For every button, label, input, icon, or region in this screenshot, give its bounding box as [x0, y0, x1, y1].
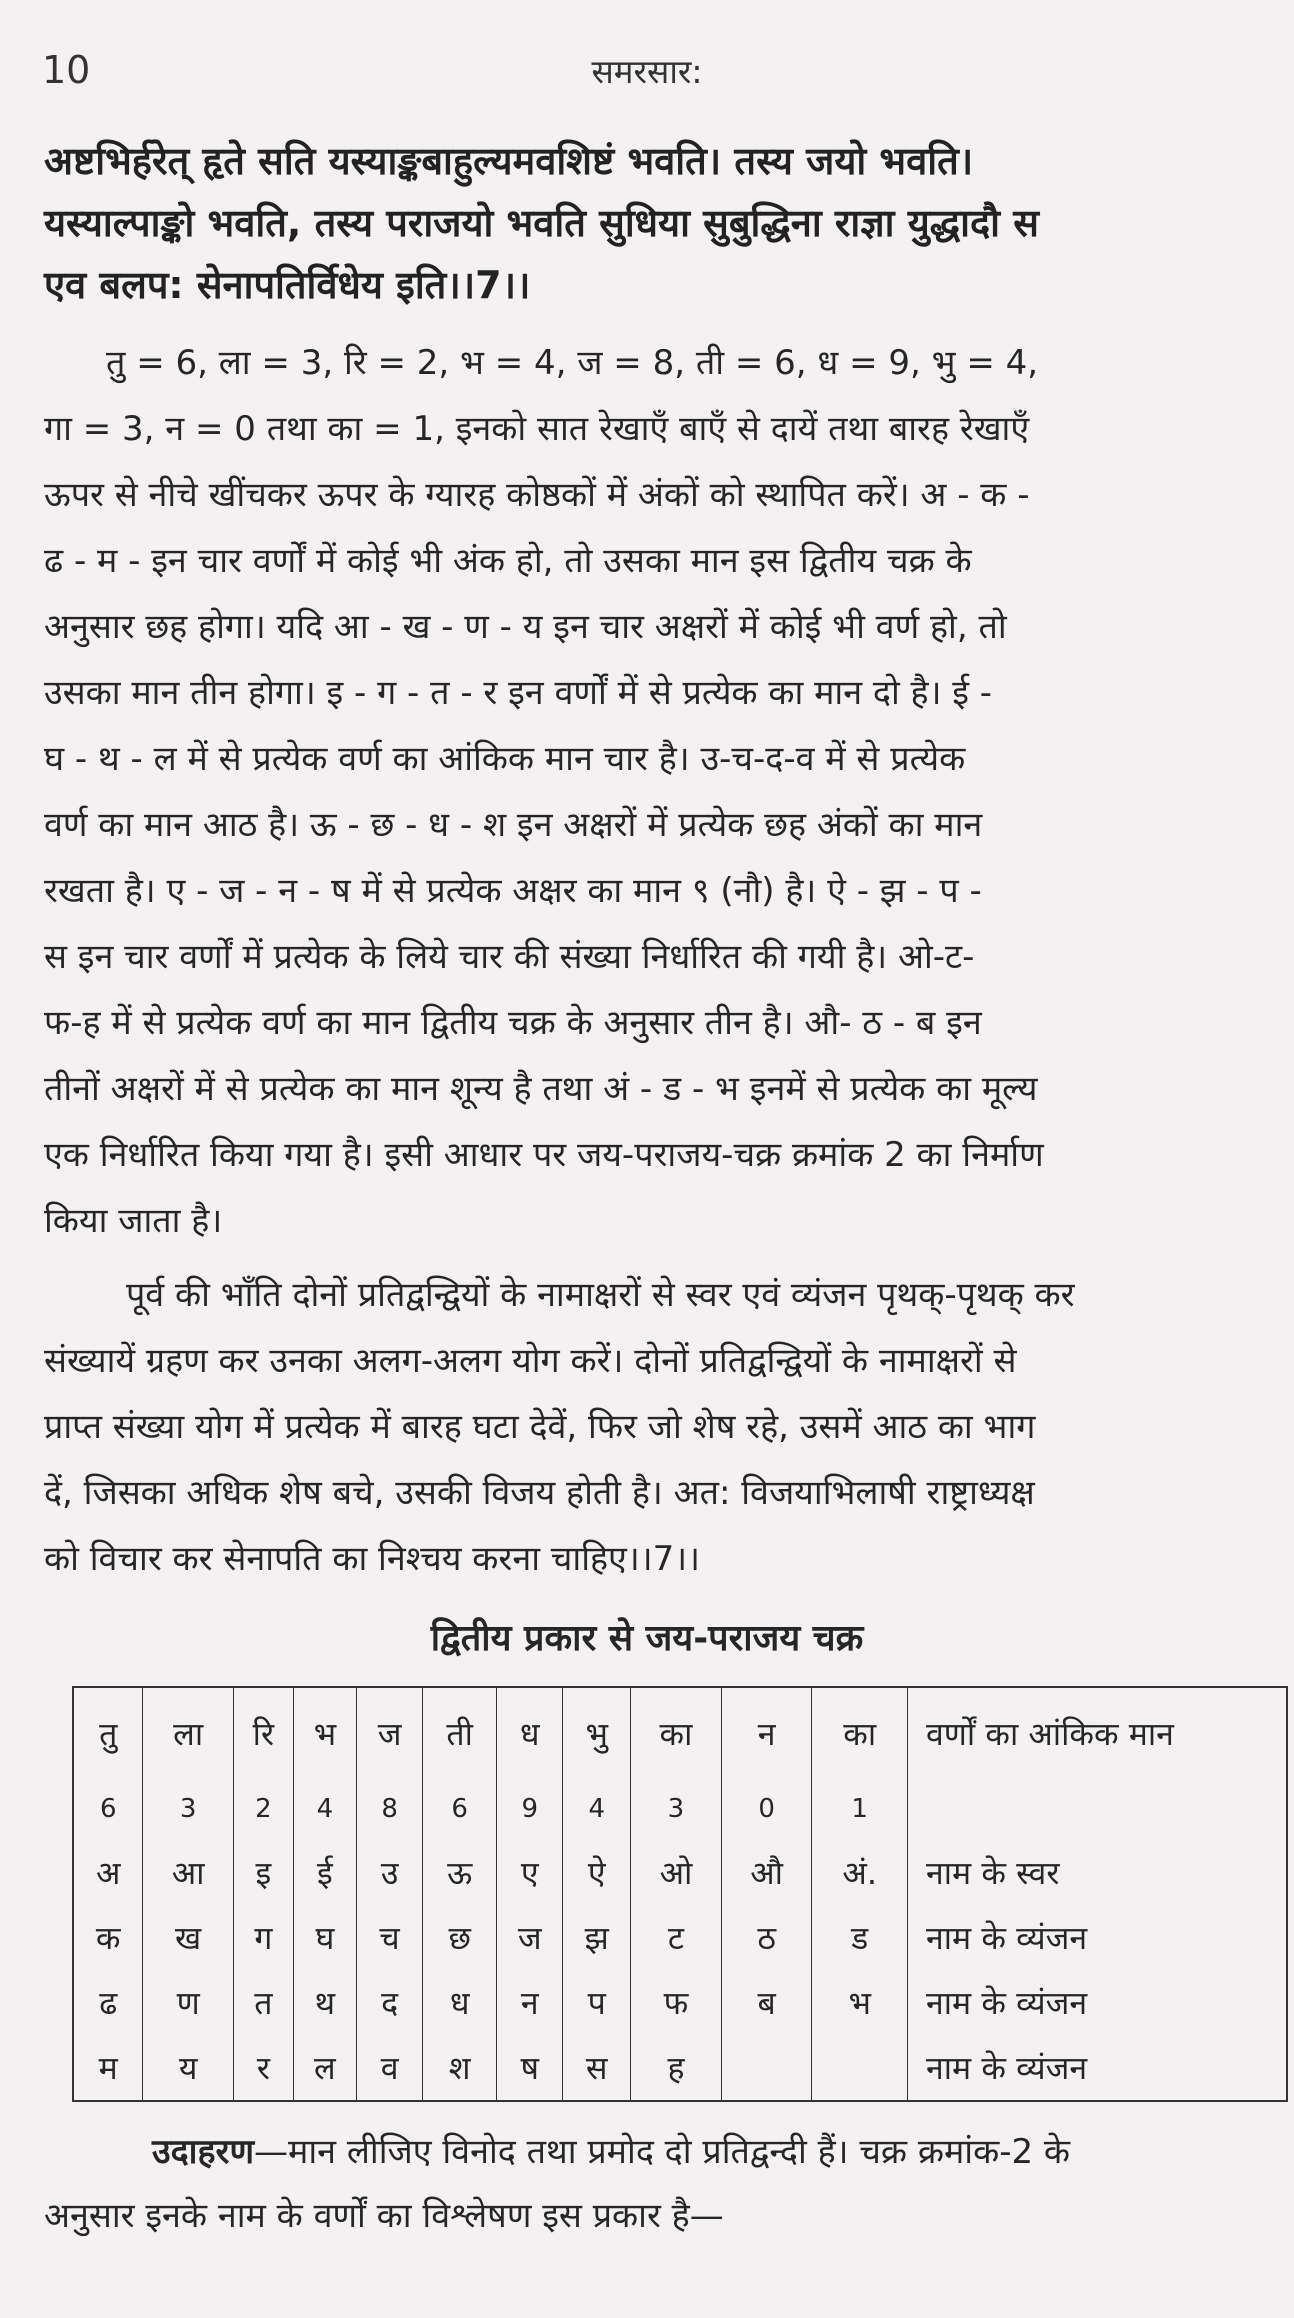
- table-cell: 2: [233, 1778, 293, 1840]
- table-cell: [812, 2035, 908, 2101]
- table-cell: ज: [356, 1687, 422, 1778]
- table-cell: का: [812, 1687, 908, 1778]
- table-cell: ण: [143, 1970, 233, 2035]
- example-heading: उदाहरण: [152, 2132, 255, 2172]
- text-line: तु = 6, ला = 3, रि = 2, भ = 4, ज = 8, ती = 6, ध = 9, भु = 4,: [106, 343, 1039, 383]
- table-cell: ध: [423, 1970, 497, 2035]
- sanskrit-verse: [44, 130, 1264, 316]
- text-line: एक निर्धारित किया गया है। इसी आधार पर जय-पराजय-चक्र क्रमांक 2 का निर्माण: [44, 1135, 1044, 1175]
- table-cell: ती: [423, 1687, 497, 1778]
- table-cell: ई: [293, 1840, 356, 1905]
- text-line: ऊपर से नीचे खींचकर ऊपर के ग्यारह कोष्ठकों में अंकों को स्थापित करें। अ - क -: [44, 475, 1030, 515]
- table-cell: प: [563, 1970, 631, 2035]
- table-cell: ड: [812, 1905, 908, 1970]
- text-line: अनुसार इनके नाम के वर्णों का विश्लेषण इस प्रकार है—: [44, 2196, 724, 2236]
- text-line: उसका मान तीन होगा। इ - ग - त - र इन वर्णों में से प्रत्येक का मान दो है। ई -: [44, 673, 993, 713]
- row-label: नाम के व्यंजन: [908, 1905, 1288, 1970]
- text-line: रखता है। ए - ज - न - ष में से प्रत्येक अक्षर का मान ९ (नौ) है। ऐ - झ - प -: [44, 871, 982, 911]
- table-cell: भु: [563, 1687, 631, 1778]
- table-row: [73, 2035, 1287, 2101]
- table-cell: न: [721, 1687, 812, 1778]
- table-cell: भ: [293, 1687, 356, 1778]
- table-cell: औ: [721, 1840, 812, 1905]
- table-cell: स: [563, 2035, 631, 2101]
- table-cell: य: [143, 2035, 233, 2101]
- row-label: [908, 1778, 1288, 1840]
- table-cell: ऊ: [423, 1840, 497, 1905]
- table-cell: ग: [233, 1905, 293, 1970]
- table-cell: 0: [721, 1778, 812, 1840]
- table-cell: घ: [293, 1905, 356, 1970]
- text-line: पूर्व की भाँति दोनों प्रतिद्वन्द्वियों के नामाक्षरों से स्वर एवं व्यंजन पृथक्-पृथक् कर: [126, 1275, 1075, 1315]
- text-line: घ - थ - ल में से प्रत्येक वर्ण का आंकिक मान चार है। उ-च-द-व में से प्रत्येक: [44, 739, 966, 779]
- table-cell: ला: [143, 1687, 233, 1778]
- table-cell: 3: [143, 1778, 233, 1840]
- text-line: दें, जिसका अधिक शेष बचे, उसकी विजय होती है। अत: विजयाभिलाषी राष्ट्राध्यक्ष: [44, 1473, 1035, 1513]
- table-cell: फ: [631, 1970, 722, 2035]
- table-cell: तु: [73, 1687, 143, 1778]
- paragraph-method: [44, 1262, 1266, 1592]
- table-cell: 4: [293, 1778, 356, 1840]
- row-label: नाम के स्वर: [908, 1840, 1288, 1905]
- jaya-parajaya-chakra-table: [72, 1686, 1288, 2102]
- table-cell: ट: [631, 1905, 722, 1970]
- table-cell: ज: [497, 1905, 563, 1970]
- text-line: वर्ण का मान आठ है। ऊ - छ - ध - श इन अक्षरों में प्रत्येक छह अंकों का मान: [44, 805, 983, 845]
- table-cell: ऐ: [563, 1840, 631, 1905]
- table-row: [73, 1840, 1287, 1905]
- text-line: फ-ह में से प्रत्येक वर्ण का मान द्वितीय चक्र के अनुसार तीन है। औ- ठ - ब इन: [44, 1003, 982, 1043]
- verse-line: एव बलप: सेनापतिर्विधेय इति।।7।।: [44, 263, 531, 307]
- table-cell: ओ: [631, 1840, 722, 1905]
- table-cell: भ: [812, 1970, 908, 2035]
- table-cell: झ: [563, 1905, 631, 1970]
- table-cell: द: [356, 1970, 422, 2035]
- table-cell: रि: [233, 1687, 293, 1778]
- example-text: —मान लीजिए विनोद तथा प्रमोद दो प्रतिद्वन्दी हैं। चक्र क्रमांक-2 के: [254, 2132, 1071, 2172]
- table-cell: ल: [293, 2035, 356, 2101]
- table-cell: 6: [423, 1778, 497, 1840]
- table-cell: 6: [73, 1778, 143, 1840]
- table-cell: क: [73, 1905, 143, 1970]
- text-line: तीनों अक्षरों में से प्रत्येक का मान शून्य है तथा अं - ड - भ इनमें से प्रत्येक का मूल्य: [44, 1069, 1038, 1109]
- text-line: ढ - म - इन चार वर्णों में कोई भी अंक हो, तो उसका मान इस द्वितीय चक्र के: [44, 541, 972, 581]
- text-line: स इन चार वर्णों में प्रत्येक के लिये चार की संख्या निर्धारित की गयी है। ओ-ट-: [44, 937, 975, 977]
- example-paragraph: [44, 2120, 1266, 2248]
- running-title: समरसार:: [591, 52, 703, 91]
- table-cell: ब: [721, 1970, 812, 2035]
- table-cell: 3: [631, 1778, 722, 1840]
- table-cell: का: [631, 1687, 722, 1778]
- table-cell: ष: [497, 2035, 563, 2101]
- table-cell: व: [356, 2035, 422, 2101]
- table-cell: ढ: [73, 1970, 143, 2035]
- table-cell: ह: [631, 2035, 722, 2101]
- table-cell: छ: [423, 1905, 497, 1970]
- table-cell: ठ: [721, 1905, 812, 1970]
- table-row: [73, 1970, 1287, 2035]
- table-cell: म: [73, 2035, 143, 2101]
- text-line: गा = 3, न = 0 तथा का = 1, इनको सात रेखाएँ बाएँ से दायें तथा बारह रेखाएँ: [44, 409, 1030, 449]
- verse-line: अष्टभिर्हरेत् हृते सति यस्याङ्कबाहुल्यमवशिष्टं भवति। तस्य जयो भवति।: [44, 139, 974, 183]
- table-cell: उ: [356, 1840, 422, 1905]
- paragraph-explanation: [44, 330, 1266, 1254]
- text-line: प्राप्त संख्या योग में प्रत्येक में बारह घटा देवें, फिर जो शेष रहे, उसमें आठ का भाग: [44, 1407, 1036, 1447]
- verse-line: यस्याल्पाङ्को भवति, तस्य पराजयो भवति सुधिया सुबुद्धिना राज्ञा युद्धादौ स: [44, 201, 1039, 245]
- table-cell: 4: [563, 1778, 631, 1840]
- table-cell: थ: [293, 1970, 356, 2035]
- text-line: [44, 2120, 1266, 2184]
- table-cell: 1: [812, 1778, 908, 1840]
- table-cell: इ: [233, 1840, 293, 1905]
- table-cell: [721, 2035, 812, 2101]
- table-cell: र: [233, 2035, 293, 2101]
- table-cell: 8: [356, 1778, 422, 1840]
- table-row: [73, 1778, 1287, 1840]
- table-cell: श: [423, 2035, 497, 2101]
- text-line: संख्यायें ग्रहण कर उनका अलग-अलग योग करें। दोनों प्रतिद्वन्द्वियों के नामाक्षरों से: [44, 1341, 1017, 1381]
- table-cell: न: [497, 1970, 563, 2035]
- table-cell: ख: [143, 1905, 233, 1970]
- table-cell: आ: [143, 1840, 233, 1905]
- row-label: वर्णों का आंकिक मान: [908, 1687, 1288, 1778]
- table-cell: च: [356, 1905, 422, 1970]
- table-cell: 9: [497, 1778, 563, 1840]
- page-number: 10: [42, 48, 91, 92]
- table-cell: अ: [73, 1840, 143, 1905]
- table-cell: ध: [497, 1687, 563, 1778]
- table-cell: ए: [497, 1840, 563, 1905]
- row-label: नाम के व्यंजन: [908, 1970, 1288, 2035]
- text-line: को विचार कर सेनापति का निश्चय करना चाहिए।।7।।: [44, 1539, 701, 1579]
- table-row: [73, 1687, 1287, 1778]
- table-row: [73, 1905, 1287, 1970]
- table-cell: अं.: [812, 1840, 908, 1905]
- table-title: द्वितीय प्रकार से जय-पराजय चक्र: [430, 1618, 864, 1659]
- text-line: अनुसार छह होगा। यदि आ - ख - ण - य इन चार अक्षरों में कोई भी वर्ण हो, तो: [44, 607, 1007, 647]
- text-line: किया जाता है।: [44, 1201, 223, 1241]
- row-label: नाम के व्यंजन: [908, 2035, 1288, 2101]
- table-cell: त: [233, 1970, 293, 2035]
